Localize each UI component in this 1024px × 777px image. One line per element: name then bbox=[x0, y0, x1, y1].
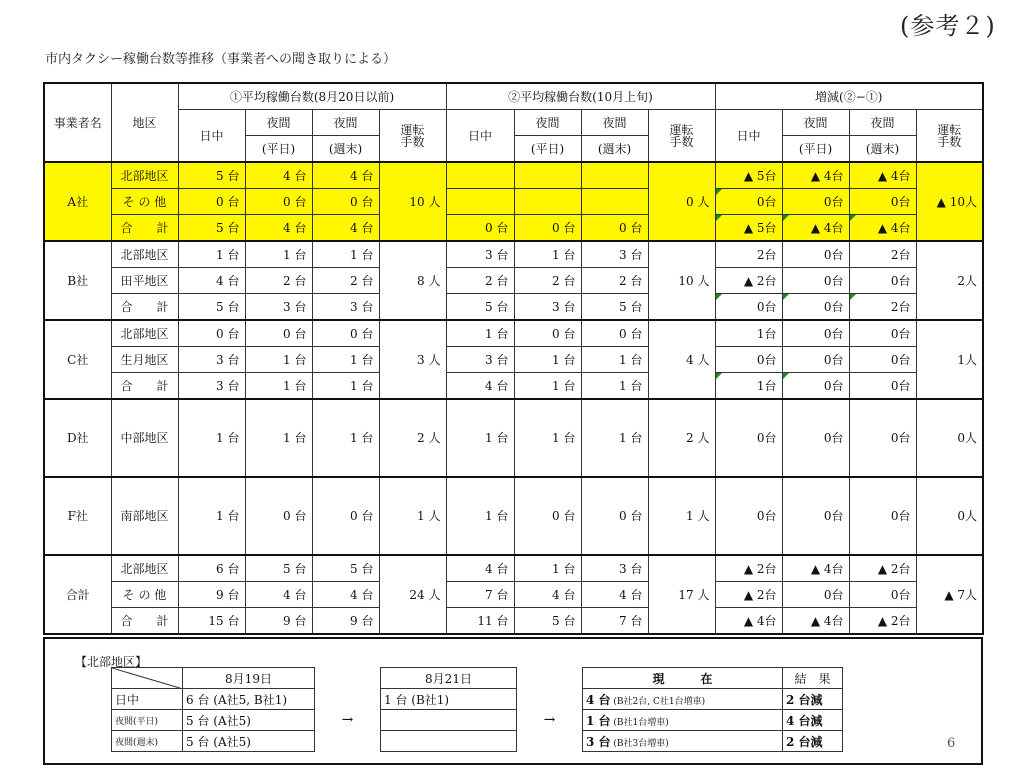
g3-night-weekday: ▲ 4台 bbox=[782, 162, 849, 189]
company-name: D社 bbox=[44, 399, 111, 477]
g3-night-weekend: 0台 bbox=[849, 347, 916, 373]
header-night-weekday: 夜間 bbox=[245, 110, 312, 136]
g1-night-weekend: 4 台 bbox=[312, 215, 379, 242]
header-group-1: ①平均稼働台数(8月20日以前) bbox=[178, 83, 446, 110]
g2-day: 4 台 bbox=[446, 555, 514, 582]
north-district-box bbox=[43, 637, 983, 765]
g1-day: 5 台 bbox=[178, 294, 245, 321]
drivers-3: ▲ 7人 bbox=[916, 555, 983, 634]
current-night-weekday: 1 台 (B社1台増車) bbox=[583, 710, 783, 731]
header-weekday-sub: (平日) bbox=[245, 136, 312, 163]
company-name: B社 bbox=[44, 241, 111, 320]
reference-label: (参考２) bbox=[900, 12, 996, 40]
g2-night-weekend: 1 台 bbox=[581, 373, 648, 400]
g1-night-weekend: 0 台 bbox=[312, 189, 379, 215]
g3-night-weekend: ▲ 2台 bbox=[849, 555, 916, 582]
g3-night-weekday: 0台 bbox=[782, 241, 849, 268]
g3-day: 1台 bbox=[715, 320, 782, 347]
g2-night-weekday: 0 台 bbox=[514, 320, 581, 347]
area-name: 合 計 bbox=[111, 608, 178, 635]
g3-night-weekday: 0台 bbox=[782, 373, 849, 400]
g3-night-weekend: ▲ 4台 bbox=[849, 215, 916, 242]
g3-night-weekday: 0台 bbox=[782, 477, 849, 555]
col-aug19: 8月19日 bbox=[183, 668, 315, 689]
aug19-night-weekday: 5 台 (A社5) bbox=[183, 710, 315, 731]
g2-night-weekend: 2 台 bbox=[581, 268, 648, 294]
drivers-1: 10 人 bbox=[379, 162, 446, 241]
g2-night-weekday: 0 台 bbox=[514, 477, 581, 555]
g1-day: 0 台 bbox=[178, 320, 245, 347]
result-night-weekday: 4 台減 bbox=[783, 710, 843, 731]
g2-day bbox=[446, 189, 514, 215]
g1-night-weekend: 1 台 bbox=[312, 347, 379, 373]
g2-night-weekend bbox=[581, 189, 648, 215]
g1-day: 4 台 bbox=[178, 268, 245, 294]
area-name: そ の 他 bbox=[111, 189, 178, 215]
g1-night-weekend: 0 台 bbox=[312, 320, 379, 347]
area-name: 田平地区 bbox=[111, 268, 178, 294]
taxi-operation-table bbox=[43, 82, 984, 635]
north-district-title: 【北部地区】 bbox=[75, 655, 148, 669]
g3-night-weekend: 2台 bbox=[849, 241, 916, 268]
header-weekend-sub: (週末) bbox=[581, 136, 648, 163]
area-name: 南部地区 bbox=[111, 477, 178, 555]
drivers-1: 1 人 bbox=[379, 477, 446, 555]
g3-night-weekday: ▲ 4台 bbox=[782, 215, 849, 242]
g2-night-weekday: 1 台 bbox=[514, 241, 581, 268]
header-group-2: ②平均稼働台数(10月上旬) bbox=[446, 83, 715, 110]
g1-day: 6 台 bbox=[178, 555, 245, 582]
drivers-2: 10 人 bbox=[648, 241, 715, 320]
header-drivers: 運転 手数 bbox=[916, 110, 983, 163]
g1-day: 3 台 bbox=[178, 373, 245, 400]
g2-night-weekend: 3 台 bbox=[581, 555, 648, 582]
header-group-3: 増減(②−①) bbox=[715, 83, 983, 110]
col-aug21: 8月21日 bbox=[381, 668, 517, 689]
g2-night-weekend: 4 台 bbox=[581, 582, 648, 608]
g2-day: 1 台 bbox=[446, 477, 514, 555]
area-name: 合 計 bbox=[111, 373, 178, 400]
g2-night-weekend: 0 台 bbox=[581, 477, 648, 555]
row-label-day: 日中 bbox=[112, 689, 183, 710]
drivers-1: 8 人 bbox=[379, 241, 446, 320]
company-name: A社 bbox=[44, 162, 111, 241]
g1-day: 1 台 bbox=[178, 399, 245, 477]
north-district-table bbox=[111, 667, 843, 752]
g3-night-weekend: 0台 bbox=[849, 477, 916, 555]
header-night-weekend: 夜間 bbox=[312, 110, 379, 136]
g2-night-weekend: 5 台 bbox=[581, 294, 648, 321]
g2-day: 2 台 bbox=[446, 268, 514, 294]
g3-day: ▲ 2台 bbox=[715, 582, 782, 608]
g1-night-weekday: 1 台 bbox=[245, 399, 312, 477]
diagonal-line bbox=[112, 668, 183, 689]
g2-day: 7 台 bbox=[446, 582, 514, 608]
g3-night-weekend: 0台 bbox=[849, 399, 916, 477]
g2-night-weekend: 1 台 bbox=[581, 399, 648, 477]
g1-night-weekday: 1 台 bbox=[245, 373, 312, 400]
g2-day: 3 台 bbox=[446, 241, 514, 268]
header-weekday-sub: (平日) bbox=[514, 136, 581, 163]
drivers-1: 24 人 bbox=[379, 555, 446, 634]
g1-day: 5 台 bbox=[178, 215, 245, 242]
row-label-night-weekend: 夜間(週末) bbox=[112, 731, 183, 752]
drivers-1: 3 人 bbox=[379, 320, 446, 399]
area-name: 生月地区 bbox=[111, 347, 178, 373]
g3-day: ▲ 2台 bbox=[715, 268, 782, 294]
aug21-day: 1 台 (B社1) bbox=[381, 689, 517, 710]
company-name: F社 bbox=[44, 477, 111, 555]
header-night-weekday: 夜間 bbox=[782, 110, 849, 136]
g1-day: 0 台 bbox=[178, 189, 245, 215]
g3-day: 1台 bbox=[715, 373, 782, 400]
g1-day: 1 台 bbox=[178, 241, 245, 268]
page-number: 6 bbox=[947, 736, 956, 751]
area-name: 北部地区 bbox=[111, 241, 178, 268]
g2-night-weekday: 1 台 bbox=[514, 373, 581, 400]
area-name: 中部地区 bbox=[111, 399, 178, 477]
aug19-night-weekend: 5 台 (A社5) bbox=[183, 731, 315, 752]
header-area: 地区 bbox=[111, 83, 178, 162]
g1-day: 15 台 bbox=[178, 608, 245, 635]
header-day: 日中 bbox=[446, 110, 514, 163]
area-name: 合 計 bbox=[111, 215, 178, 242]
area-name: そ の 他 bbox=[111, 582, 178, 608]
g3-day: 0台 bbox=[715, 189, 782, 215]
g3-day: 0台 bbox=[715, 477, 782, 555]
g1-day: 1 台 bbox=[178, 477, 245, 555]
g1-night-weekday: 1 台 bbox=[245, 347, 312, 373]
g3-night-weekend: ▲ 4台 bbox=[849, 162, 916, 189]
g2-night-weekday: 2 台 bbox=[514, 268, 581, 294]
g1-night-weekend: 1 台 bbox=[312, 373, 379, 400]
g3-night-weekday: 0台 bbox=[782, 582, 849, 608]
g1-day: 3 台 bbox=[178, 347, 245, 373]
area-name: 北部地区 bbox=[111, 162, 178, 189]
g3-day: ▲ 5台 bbox=[715, 215, 782, 242]
g3-day: 0台 bbox=[715, 347, 782, 373]
aug21-night-weekend bbox=[381, 731, 517, 752]
header-night-weekend: 夜間 bbox=[849, 110, 916, 136]
g1-night-weekend: 5 台 bbox=[312, 555, 379, 582]
g1-night-weekend: 3 台 bbox=[312, 294, 379, 321]
g2-night-weekday: 4 台 bbox=[514, 582, 581, 608]
g3-night-weekday: 0台 bbox=[782, 294, 849, 321]
g1-night-weekday: 0 台 bbox=[245, 477, 312, 555]
g2-night-weekend bbox=[581, 162, 648, 189]
company-name: 合計 bbox=[44, 555, 111, 634]
g1-night-weekend: 1 台 bbox=[312, 399, 379, 477]
header-night-weekday: 夜間 bbox=[514, 110, 581, 136]
drivers-3: 0人 bbox=[916, 477, 983, 555]
g2-day: 3 台 bbox=[446, 347, 514, 373]
area-name: 北部地区 bbox=[111, 555, 178, 582]
col-result: 結 果 bbox=[783, 668, 843, 689]
g1-night-weekday: 0 台 bbox=[245, 189, 312, 215]
g2-night-weekday: 5 台 bbox=[514, 608, 581, 635]
g3-night-weekday: ▲ 4台 bbox=[782, 555, 849, 582]
company-name: C社 bbox=[44, 320, 111, 399]
header-day: 日中 bbox=[715, 110, 782, 163]
g2-night-weekday: 1 台 bbox=[514, 347, 581, 373]
g1-night-weekday: 3 台 bbox=[245, 294, 312, 321]
header-weekday-sub: (平日) bbox=[782, 136, 849, 163]
g1-night-weekend: 4 台 bbox=[312, 162, 379, 189]
g3-night-weekday: 0台 bbox=[782, 320, 849, 347]
aug21-night-weekday bbox=[381, 710, 517, 731]
header-company: 事業者名 bbox=[44, 83, 111, 162]
g3-night-weekend: 0台 bbox=[849, 320, 916, 347]
drivers-3: ▲ 10人 bbox=[916, 162, 983, 241]
area-name: 北部地区 bbox=[111, 320, 178, 347]
g2-night-weekend: 0 台 bbox=[581, 215, 648, 242]
g3-night-weekday: ▲ 4台 bbox=[782, 608, 849, 635]
header-night-weekend: 夜間 bbox=[581, 110, 648, 136]
g2-day: 1 台 bbox=[446, 399, 514, 477]
g1-night-weekend: 1 台 bbox=[312, 241, 379, 268]
g2-night-weekday: 1 台 bbox=[514, 399, 581, 477]
drivers-2: 1 人 bbox=[648, 477, 715, 555]
g2-night-weekday bbox=[514, 162, 581, 189]
header-drivers: 運転 手数 bbox=[648, 110, 715, 163]
g3-day: 0台 bbox=[715, 399, 782, 477]
g2-day: 11 台 bbox=[446, 608, 514, 635]
drivers-2: 2 人 bbox=[648, 399, 715, 477]
drivers-2: 0 人 bbox=[648, 162, 715, 241]
result-day: 2 台減 bbox=[783, 689, 843, 710]
g3-night-weekend: 2台 bbox=[849, 294, 916, 321]
g2-night-weekday bbox=[514, 189, 581, 215]
g1-night-weekday: 4 台 bbox=[245, 215, 312, 242]
g3-night-weekend: 0台 bbox=[849, 189, 916, 215]
g2-night-weekend: 1 台 bbox=[581, 347, 648, 373]
g1-night-weekday: 1 台 bbox=[245, 241, 312, 268]
g3-night-weekend: ▲ 2台 bbox=[849, 608, 916, 635]
drivers-3: 1人 bbox=[916, 320, 983, 399]
diagonal-header-cell bbox=[112, 668, 183, 689]
arrow-right-icon: → bbox=[543, 712, 556, 728]
g3-night-weekday: 0台 bbox=[782, 399, 849, 477]
drivers-1: 2 人 bbox=[379, 399, 446, 477]
g1-night-weekday: 0 台 bbox=[245, 320, 312, 347]
g3-day: 2台 bbox=[715, 241, 782, 268]
g1-night-weekend: 4 台 bbox=[312, 582, 379, 608]
drivers-3: 2人 bbox=[916, 241, 983, 320]
g3-night-weekend: 0台 bbox=[849, 582, 916, 608]
aug19-day: 6 台 (A社5, B社1) bbox=[183, 689, 315, 710]
g2-day bbox=[446, 162, 514, 189]
g1-day: 9 台 bbox=[178, 582, 245, 608]
g3-night-weekday: 0台 bbox=[782, 189, 849, 215]
arrow-right-icon: → bbox=[341, 712, 354, 728]
drivers-3: 0人 bbox=[916, 399, 983, 477]
g3-day: ▲ 4台 bbox=[715, 608, 782, 635]
g1-night-weekend: 2 台 bbox=[312, 268, 379, 294]
g1-day: 5 台 bbox=[178, 162, 245, 189]
g1-night-weekday: 2 台 bbox=[245, 268, 312, 294]
g2-day: 1 台 bbox=[446, 320, 514, 347]
g2-day: 0 台 bbox=[446, 215, 514, 242]
g2-day: 5 台 bbox=[446, 294, 514, 321]
g3-night-weekend: 0台 bbox=[849, 268, 916, 294]
g3-night-weekend: 0台 bbox=[849, 373, 916, 400]
col-current: 現 在 bbox=[583, 668, 783, 689]
current-day: 4 台 (B社2台, C社1台増車) bbox=[583, 689, 783, 710]
header-weekend-sub: (週末) bbox=[849, 136, 916, 163]
row-label-night-weekday: 夜間(平日) bbox=[112, 710, 183, 731]
header-day: 日中 bbox=[178, 110, 245, 163]
g3-night-weekday: 0台 bbox=[782, 268, 849, 294]
g1-night-weekday: 5 台 bbox=[245, 555, 312, 582]
g1-night-weekday: 4 台 bbox=[245, 582, 312, 608]
g2-night-weekday: 3 台 bbox=[514, 294, 581, 321]
g3-night-weekday: 0台 bbox=[782, 347, 849, 373]
g2-night-weekday: 1 台 bbox=[514, 555, 581, 582]
g2-night-weekend: 0 台 bbox=[581, 320, 648, 347]
g3-day: ▲ 2台 bbox=[715, 555, 782, 582]
g1-night-weekday: 4 台 bbox=[245, 162, 312, 189]
g1-night-weekend: 0 台 bbox=[312, 477, 379, 555]
g1-night-weekend: 9 台 bbox=[312, 608, 379, 635]
header-weekend-sub: (週末) bbox=[312, 136, 379, 163]
drivers-2: 17 人 bbox=[648, 555, 715, 634]
document-title: 市内タクシー稼働台数等推移（事業者への聞き取りによる） bbox=[45, 52, 397, 67]
g2-night-weekend: 3 台 bbox=[581, 241, 648, 268]
g1-night-weekday: 9 台 bbox=[245, 608, 312, 635]
header-drivers: 運転 手数 bbox=[379, 110, 446, 163]
current-night-weekend: 3 台 (B社3台増車) bbox=[583, 731, 783, 752]
g2-day: 4 台 bbox=[446, 373, 514, 400]
result-night-weekend: 2 台減 bbox=[783, 731, 843, 752]
g3-day: ▲ 5台 bbox=[715, 162, 782, 189]
drivers-2: 4 人 bbox=[648, 320, 715, 399]
g3-day: 0台 bbox=[715, 294, 782, 321]
g2-night-weekday: 0 台 bbox=[514, 215, 581, 242]
g2-night-weekend: 7 台 bbox=[581, 608, 648, 635]
area-name: 合 計 bbox=[111, 294, 178, 321]
